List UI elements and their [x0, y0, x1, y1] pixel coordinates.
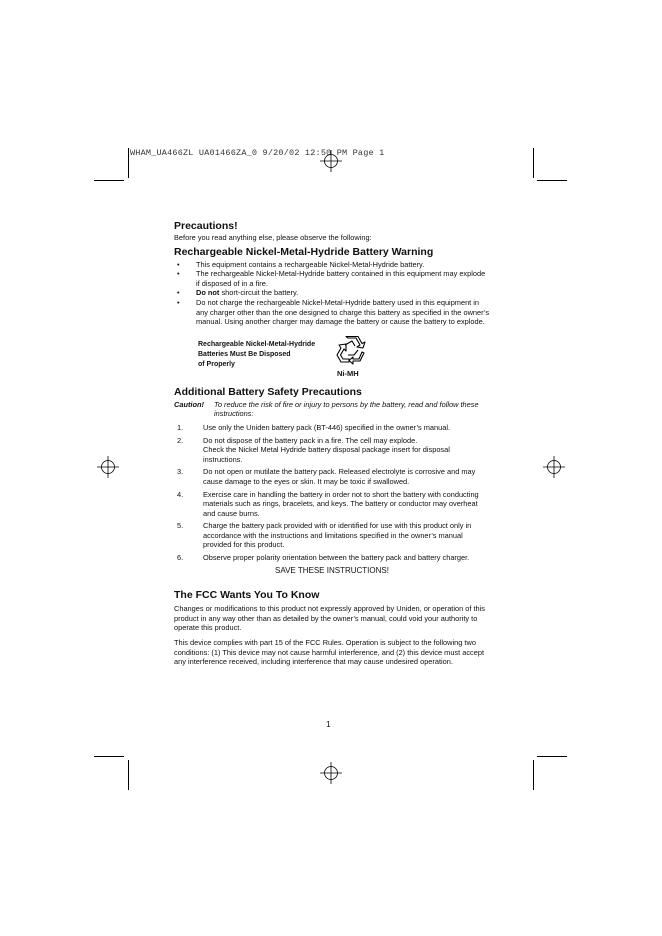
item-number: 6. — [177, 553, 184, 563]
precautions-intro: Before you read anything else, please observe the following: — [174, 233, 372, 242]
safety-list — [174, 423, 490, 563]
item-text: Check the Nickel Metal Hydride battery disposal package insert for disposal instructions. — [203, 445, 450, 464]
page-content — [174, 220, 490, 667]
list-item: • Do not charge the rechargeable Nickel-Metal-Hydride battery used in this equipment in any charger other than the one designed to charge this battery as specified in the owner’s manual. Using another charger may damage the battery or cause the battery to explode. — [174, 298, 490, 327]
crop-mark — [128, 148, 129, 178]
registration-mark-icon — [320, 762, 342, 784]
bold-emphasis: Do not — [196, 288, 220, 298]
item-number: 1. — [177, 422, 184, 432]
crop-mark — [533, 148, 534, 178]
fcc-paragraph: This device complies with part 15 of the FCC Rules. Operation is subject to the following two conditions: (1) This device may not cause harmful interference, and (2) this device must accept any interference received, including interference that may cause undesired operation. — [174, 638, 485, 667]
fcc-heading: The FCC Wants You To Know — [174, 589, 320, 602]
page-number: 1 — [326, 719, 331, 729]
item-text: Charge the battery pack provided with or identified for use with this product only in accordance with the instructions and limitations specified in the owner’s manual provided for this product. — [203, 521, 472, 550]
nimh-warning-list — [174, 260, 490, 327]
disposal-line: of Properly — [198, 360, 235, 368]
item-number: 4. — [177, 489, 184, 499]
list-item — [174, 423, 490, 433]
item-text: Use only the Uniden battery pack (BT-446) specified in the owner’s manual. — [203, 422, 451, 432]
fcc-paragraph: Changes or modifications to this product not expressly approved by Uniden, or operation of this product in any way other than as detailed by the owner’s manual, could void your authority to operate this product. — [174, 604, 485, 633]
item-number: 2. — [177, 435, 184, 445]
item-text: Observe proper polarity orientation between the battery pack and battery charger. — [203, 553, 470, 563]
disposal-line: Batteries Must Be Disposed — [198, 350, 291, 358]
caution-note — [174, 400, 490, 419]
list-item — [174, 467, 490, 486]
crop-mark — [537, 756, 567, 757]
registration-mark-icon — [97, 456, 119, 478]
item-text: Do not dispose of the battery pack in a fire. The cell may explode. — [203, 435, 418, 445]
save-instructions: SAVE THESE INSTRUCTIONS! — [275, 565, 389, 575]
registration-mark-icon — [320, 150, 342, 172]
list-item — [174, 521, 490, 550]
list-item: • The rechargeable Nickel-Metal-Hydride battery contained in this equipment may explode if disposed of in a fire. — [174, 269, 490, 288]
crop-mark — [537, 180, 567, 181]
item-number: 5. — [177, 521, 184, 531]
registration-mark-icon — [543, 456, 565, 478]
crop-mark — [128, 760, 129, 790]
printer-slug: WHAM_UA466ZL UA01466ZA_0 9/20/02 12:50 PM Page 1 — [130, 148, 385, 158]
item-text: Do not open or mutilate the battery pack. Released electrolyte is corrosive and may cause damage to the eyes or skin. It may be toxic if swallowed. — [203, 467, 476, 486]
list-item — [174, 490, 490, 519]
precautions-heading: Precautions! — [174, 220, 238, 232]
caution-label: Caution! — [174, 399, 204, 409]
crop-mark — [94, 180, 124, 181]
list-item-text: short-circuit the battery. — [221, 288, 299, 298]
item-text: Exercise care in handling the battery in order not to short the battery with conducting materials such as rings, bracelets, and keys. The battery or conductor may overheat and cause burns. — [203, 489, 479, 518]
safety-heading: Additional Battery Safety Precautions — [174, 385, 362, 398]
list-item — [174, 288, 490, 298]
nimh-symbol-label: Ni-MH — [337, 368, 359, 378]
list-item: • This equipment contains a rechargeable Nickel-Metal-Hydride battery. — [174, 260, 490, 270]
crop-mark — [94, 756, 124, 757]
caution-text: To reduce the risk of fire or injury to persons by the battery, read and follow these instructions: — [214, 399, 479, 419]
list-item — [174, 553, 490, 563]
disposal-notice — [174, 334, 490, 380]
nimh-warning-heading: Rechargeable Nickel-Metal-Hydride Battery Warning — [174, 245, 434, 258]
crop-mark — [533, 760, 534, 790]
disposal-line: Rechargeable Nickel-Metal-Hydride — [198, 340, 316, 348]
list-item — [174, 436, 490, 465]
item-number: 3. — [177, 467, 184, 477]
recycling-icon — [335, 334, 369, 366]
